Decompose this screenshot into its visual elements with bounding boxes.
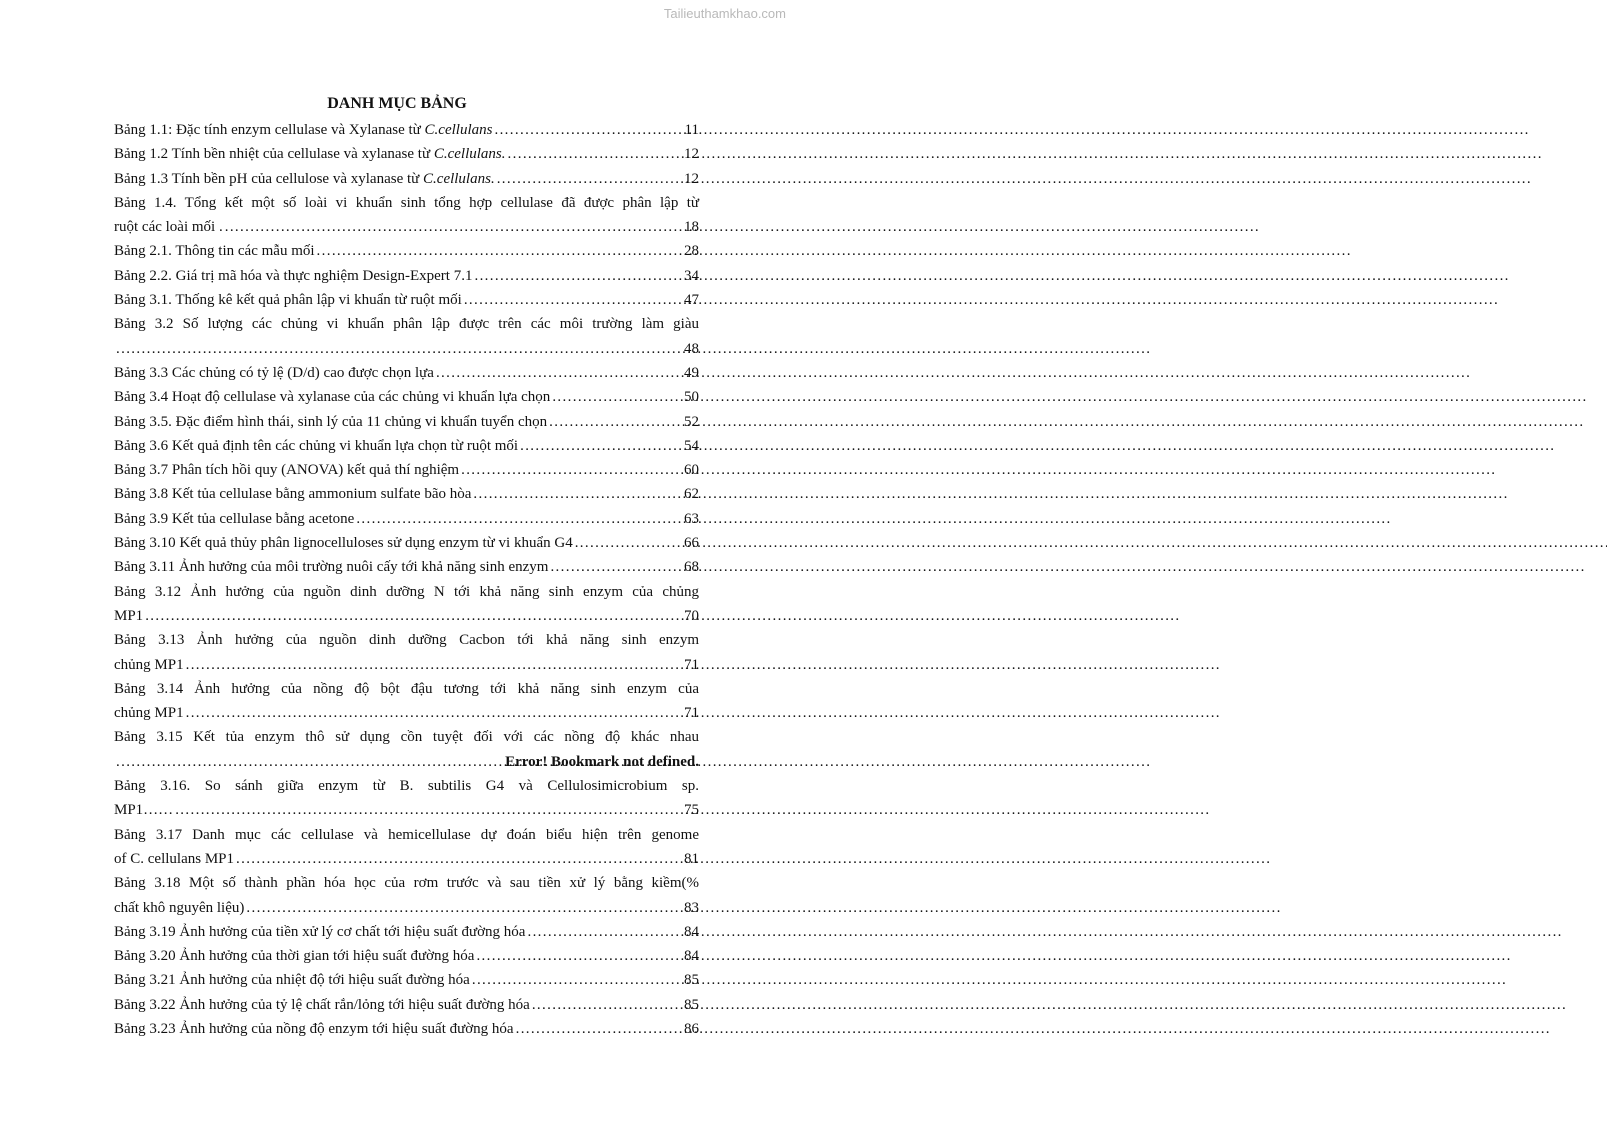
toc-entry[interactable] (114, 871, 699, 920)
page-number: 70 (684, 607, 699, 624)
dot-leader (476, 944, 682, 968)
page-number: 12 (684, 170, 699, 187)
toc-entry-title (114, 239, 315, 263)
dot-leader (497, 167, 682, 191)
toc-entry-row (114, 482, 699, 506)
dot-leader (116, 337, 682, 361)
page-number: 68 (684, 559, 699, 576)
toc-entry-title (114, 920, 525, 944)
toc-entry-text: Bảng 3.3 Các chủng có tỷ lệ (D/d) cao được chọn lựa (114, 364, 434, 381)
page-number: 48 (684, 340, 699, 357)
page-title: DANH MỤC BẢNG (327, 95, 467, 112)
toc-entry-row (114, 458, 699, 482)
toc-entry-text: Bảng 3.21 Ảnh hưởng của nhiệt độ tới hiệu suất đường hóa (114, 972, 470, 989)
toc-entry-title (114, 434, 518, 458)
toc-entry-row (114, 968, 699, 992)
toc-entry-title (114, 944, 474, 968)
toc-entry-text: MP1 (114, 607, 144, 624)
page-number: 86 (684, 1020, 699, 1037)
toc-entry-row (114, 847, 699, 871)
toc-entry-row (114, 385, 699, 409)
toc-entry-title (114, 1017, 514, 1041)
toc-entry-row (114, 264, 699, 288)
toc-entry-species: C.cellulans. (433, 146, 506, 163)
toc-entry-row (114, 653, 699, 677)
toc-entry-text: Bảng 3.10 Kết quả thủy phân lignocelluloses sử dụng enzym từ vi khuẩn G4 (114, 535, 573, 552)
toc-entry-title (114, 482, 471, 506)
page-number: 85 (684, 972, 699, 989)
toc-entry-text: MP1…… (114, 802, 174, 819)
toc-entry-line: Bảng 3.14 Ảnh hưởng của nồng độ bột đậu tương tới khả năng sinh enzym của (114, 680, 699, 697)
toc-entry-species: C.cellulans (424, 122, 493, 138)
toc-entry-row (114, 701, 699, 725)
toc-entry-title (114, 847, 234, 871)
toc-entry-text: of C. cellulans MP1 (114, 850, 234, 867)
page-number: 84 (684, 948, 699, 965)
toc-entry-row (114, 507, 699, 531)
dot-leader (246, 896, 682, 920)
toc-entry-line: Bảng 3.12 Ảnh hưởng của nguồn dinh dưỡng N tới khả năng sinh enzym của chủng (114, 583, 699, 600)
dot-leader (186, 701, 682, 725)
table-list (114, 118, 699, 1041)
toc-entry-text: Bảng 3.6 Kết quả định tên các chủng vi khuẩn lựa chọn từ ruột mối (114, 437, 519, 454)
toc-entry[interactable] (114, 823, 699, 872)
toc-entry[interactable] (114, 993, 699, 1017)
toc-entry-text: chủng MP1 (114, 705, 184, 722)
page-number: 63 (684, 510, 699, 527)
toc-entry-title (114, 555, 548, 579)
toc-entry[interactable] (114, 482, 699, 506)
toc-entry-text: Bảng 1.2 Tính bền nhiệt của cellulase và xylanase từ (114, 146, 434, 163)
toc-entry-text: Bảng 1.3 Tính bền pH của cellulose và xylanase từ (114, 170, 424, 187)
dot-leader (550, 555, 682, 579)
toc-entry-row (114, 142, 699, 166)
toc-entry-title (114, 896, 244, 920)
page-number: Error! Bookmark not defined. (505, 753, 699, 770)
page-number: 60 (684, 462, 699, 479)
toc-entry[interactable] (114, 142, 699, 166)
toc-entry[interactable] (114, 361, 699, 385)
toc-entry[interactable] (114, 531, 699, 555)
toc-entry-title (114, 361, 434, 385)
page-number: 49 (684, 364, 699, 381)
toc-entry[interactable] (114, 434, 699, 458)
page-number: 71 (684, 705, 699, 722)
toc-entry-row (114, 896, 699, 920)
dot-leader (520, 434, 682, 458)
toc-entry-title (114, 701, 184, 725)
toc-entry-row (114, 798, 699, 822)
toc-entry-title (114, 142, 506, 166)
page-number: 71 (684, 656, 699, 673)
toc-entry-text: Bảng 1.1: Đặc tính enzym cellulase và Xylanase từ (114, 122, 425, 138)
toc-entry-row (114, 288, 699, 312)
toc-entry[interactable] (114, 118, 699, 142)
dot-leader (145, 604, 682, 628)
page-number: 66 (684, 535, 699, 552)
toc-entry[interactable] (114, 288, 699, 312)
toc-entry[interactable] (114, 410, 699, 434)
toc-entry-title (114, 798, 173, 822)
toc-entry-title (114, 167, 495, 191)
toc-entry-row (114, 531, 699, 555)
toc-entry-text: Bảng 3.5. Đặc điểm hình thái, sinh lý của 11 chủng vi khuẩn tuyển chọn (114, 413, 548, 430)
toc-entry-text: Bảng 3.19 Ảnh hưởng của tiền xử lý cơ chất tới hiệu suất đường hóa (114, 923, 526, 940)
toc-entry-text: Bảng 3.1. Thống kê kết quả phân lập vi khuẩn từ ruột mối (114, 292, 462, 309)
dot-leader (461, 458, 682, 482)
toc-entry-text: Bảng 3.23 Ảnh hưởng của nồng độ enzym tới hiệu suất đường hóa (114, 1020, 514, 1037)
toc-entry-text: Bảng 3.8 Kết tủa cellulase bằng ammonium sulfate bão hòa (114, 486, 472, 503)
toc-entry-title (114, 604, 143, 628)
toc-entry-title (114, 531, 573, 555)
dot-leader (549, 410, 682, 434)
toc-entry-text: Bảng 2.2. Giá trị mã hóa và thực nghiệm Design-Expert 7.1 (114, 267, 473, 284)
toc-entry-row (114, 410, 699, 434)
toc-entry-title (114, 410, 547, 434)
toc-entry-line: Bảng 1.4. Tổng kết một số loài vi khuẩn sinh tổng hợp cellulase đã được phân lập từ (114, 194, 699, 211)
toc-entry-row (114, 239, 699, 263)
toc-entry-row (114, 361, 699, 385)
dot-leader (116, 750, 503, 774)
dot-leader (516, 1017, 682, 1041)
toc-entry[interactable] (114, 968, 699, 992)
toc-entry-title (114, 215, 223, 239)
dot-leader (186, 653, 682, 677)
toc-entry[interactable] (114, 385, 699, 409)
toc-entry-text: Bảng 3.22 Ảnh hưởng của tỷ lệ chất rắn/lỏng tới hiệu suất đường hóa (114, 996, 530, 1013)
toc-entry[interactable] (114, 677, 699, 726)
page-number: 34 (684, 267, 699, 284)
toc-entry-text: chủng MP1 (114, 656, 184, 673)
toc-entry-text: Bảng 3.20 Ảnh hưởng của thời gian tới hiệu suất đường hóa (114, 948, 475, 965)
page-number: 85 (684, 996, 699, 1013)
toc-entry-row (114, 118, 699, 142)
page-number: 81 (684, 850, 699, 867)
toc-entry[interactable] (114, 312, 699, 361)
toc-entry-row (114, 944, 699, 968)
toc-entry-row (114, 920, 699, 944)
toc-entry[interactable] (114, 555, 699, 579)
dot-leader (532, 993, 682, 1017)
toc-entry-line: Bảng 3.18 Một số thành phần hóa học của rơm trước và sau tiền xử lý bằng kiềm(% (114, 875, 699, 892)
toc-entry-title (114, 458, 459, 482)
page-number: 47 (684, 292, 699, 309)
toc-entry-row (114, 993, 699, 1017)
dot-leader (356, 507, 682, 531)
toc-entry-text: Bảng 3.4 Hoạt độ cellulase và xylanase của các chủng vi khuẩn lựa chọn (114, 389, 551, 406)
toc-entry[interactable] (114, 191, 699, 240)
dot-leader (436, 361, 682, 385)
toc-entry-line: Bảng 3.16. So sánh giữa enzym từ B. subtilis G4 và Cellulosimicrobium sp. (114, 778, 699, 795)
toc-entry-text: Bảng 2.1. Thông tin các mẫu mối (114, 243, 315, 260)
dot-leader (472, 968, 682, 992)
toc-entry[interactable] (114, 580, 699, 629)
toc-entry-title (114, 385, 550, 409)
toc-entry-text: Bảng 3.11 Ảnh hưởng của môi trường nuôi cấy tới khả năng sinh enzym (114, 559, 549, 576)
toc-entry[interactable] (114, 167, 699, 191)
toc-entry-row (114, 604, 699, 628)
page-number: 12 (684, 146, 699, 163)
watermark: Tailieuthamkhao.com (663, 6, 786, 21)
toc-entry-line: Bảng 3.15 Kết tủa enzym thô sử dụng cồn tuyệt đối với các nồng độ khác nhau (114, 729, 699, 746)
dot-leader (473, 482, 682, 506)
toc-entry-row (114, 337, 699, 361)
toc-entry[interactable] (114, 507, 699, 531)
page-number: 52 (684, 413, 699, 430)
toc-entry-row (114, 555, 699, 579)
toc-entry-row (114, 167, 699, 191)
toc-entry-title (114, 264, 472, 288)
toc-entry-text: ruột các loài mối . (114, 219, 223, 236)
dot-leader (317, 239, 682, 263)
page-number: 28 (684, 243, 699, 260)
toc-entry-line: Bảng 3.2 Số lượng các chủng vi khuẩn phân lập được trên các môi trường làm giàu (114, 316, 699, 333)
toc-entry-title (114, 993, 530, 1017)
page-number: 75 (684, 802, 699, 819)
toc-entry-species: C.cellulans. (423, 170, 495, 187)
toc-entry-line: Bảng 3.13 Ảnh hưởng của nguồn dinh dưỡng Cacbon tới khả năng sinh enzym (114, 632, 699, 649)
dot-leader (575, 531, 682, 555)
toc-entry-text: chất khô nguyên liệu) (114, 899, 245, 916)
dot-leader (527, 920, 682, 944)
page-number: 54 (684, 437, 699, 454)
toc-entry[interactable] (114, 1017, 699, 1041)
dot-leader (225, 215, 682, 239)
dot-leader (464, 288, 682, 312)
toc-entry-text: Bảng 3.9 Kết tủa cellulase bằng acetone (114, 510, 355, 527)
toc-entry-row (114, 434, 699, 458)
dot-leader (494, 118, 682, 142)
toc-entry[interactable] (114, 725, 699, 774)
page-number: 83 (684, 899, 699, 916)
page-number: 50 (684, 389, 699, 406)
toc-entry-row (114, 1017, 699, 1041)
toc-entry-text: Bảng 3.7 Phân tích hồi quy (ANOVA) kết quả thí nghiệm (114, 462, 460, 479)
toc-entry-row (114, 750, 699, 774)
page-number: 18 (684, 219, 699, 236)
page-number: 84 (684, 923, 699, 940)
toc-entry-line: Bảng 3.17 Danh mục các cellulase và hemicellulase dự đoán biểu hiện trên genome (114, 826, 699, 843)
page-number: 62 (684, 486, 699, 503)
dot-leader (552, 385, 682, 409)
toc-entry-row (114, 215, 699, 239)
dot-leader (236, 847, 682, 871)
dot-leader (508, 142, 682, 166)
toc-entry[interactable] (114, 458, 699, 482)
dot-leader (175, 798, 682, 822)
toc-entry-title (114, 968, 470, 992)
toc-entry-title (114, 118, 492, 142)
toc-entry[interactable] (114, 944, 699, 968)
dot-leader (474, 264, 682, 288)
page-number: 11 (684, 122, 699, 138)
toc-entry[interactable] (114, 264, 699, 288)
toc-entry[interactable] (114, 239, 699, 263)
toc-entry[interactable] (114, 774, 699, 823)
toc-entry-title (114, 288, 462, 312)
toc-entry-title (114, 507, 354, 531)
toc-entry[interactable] (114, 920, 699, 944)
toc-entry-title (114, 653, 184, 677)
toc-entry[interactable] (114, 628, 699, 677)
